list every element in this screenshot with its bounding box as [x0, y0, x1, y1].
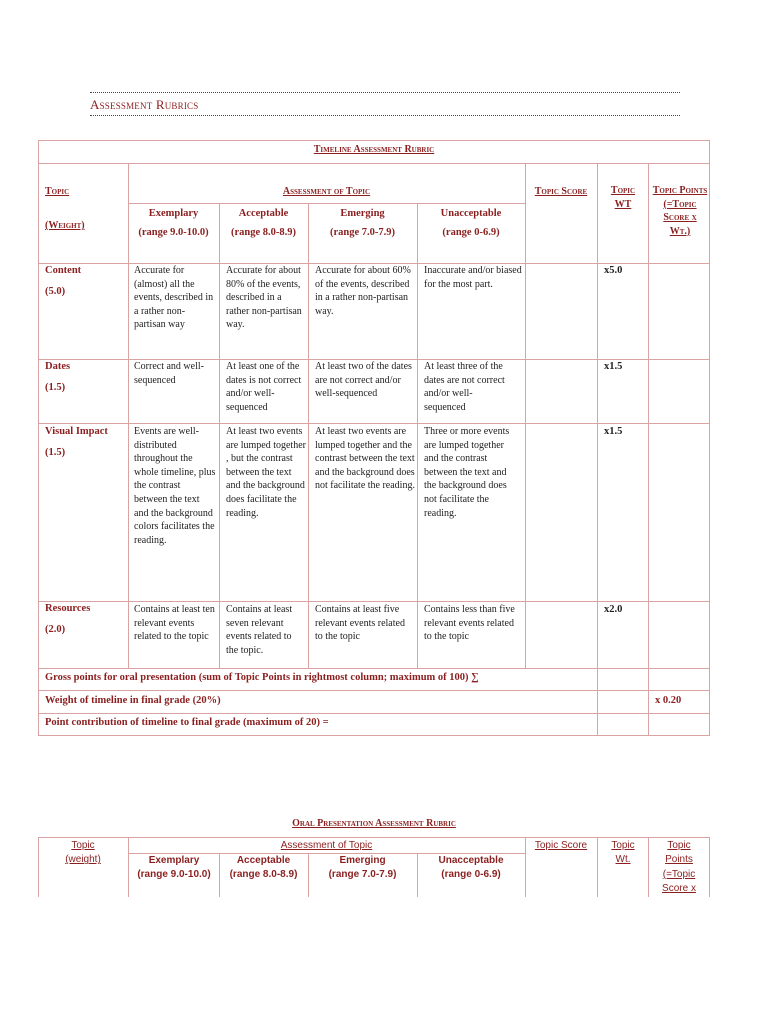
oral-level-exemplary [130, 854, 218, 883]
oral-header-topic-label: Topic [71, 840, 95, 851]
row-resources-emerging: Contains at least five relevant events related to the topic [315, 604, 405, 643]
header-topic: Topic [45, 186, 70, 197]
grid-line [648, 163, 649, 736]
level-range: (range 0-6.9) [441, 869, 501, 881]
topic-weight: (1.5) [45, 382, 66, 393]
row-dates-wt: x1.5 [604, 361, 623, 372]
weight-label: Weight of timeline in final grade (20%) [45, 695, 221, 706]
grid-line [597, 837, 598, 897]
row-visual-impact-wt: x1.5 [604, 426, 623, 437]
grid-line [128, 163, 129, 668]
header-topic-score: Topic Score [534, 186, 588, 197]
oral-level-unacceptable [418, 854, 524, 883]
row-visual-impact-acceptable: At least two events are lumped together , but the contrast between the text and the background does facilitate the reading. [226, 426, 306, 519]
row-visual-impact-unacceptable: Three or more events are lumped together and the contrast between the text and the background does not facilitate the reading. [424, 426, 510, 519]
grid-line [38, 668, 710, 669]
level-exemplary [132, 204, 215, 241]
level-name: Acceptable [238, 208, 289, 219]
row-dates-acceptable: At least one of the dates is not correct and/or well-sequenced [226, 361, 302, 413]
grid-line [597, 163, 598, 736]
grid-line [38, 423, 710, 424]
grid-line [525, 163, 526, 668]
row-content-unacceptable: Inaccurate and/or biased for the most part. [424, 265, 522, 290]
weight-value: x 0.20 [655, 695, 682, 706]
row-content-wt: x5.0 [604, 265, 623, 276]
header-topic-wt: Topic WT [610, 185, 636, 210]
level-range: (range 9.0-10.0) [137, 869, 211, 881]
level-name: Exemplary [148, 208, 199, 219]
row-visual-impact-emerging: At least two events are lumped together and the contrast between the text and the background does not facilitate the reading. [315, 426, 415, 492]
oral-header-weight-label: (weight) [65, 854, 101, 866]
contribution-label: Point contribution of timeline to final grade (maximum of 20) = [45, 717, 329, 728]
grid-line [38, 713, 710, 714]
timeline-rubric-title: Timeline Assessment Rubric [313, 144, 435, 155]
oral-header-topic-score: Topic Score [534, 840, 588, 851]
topic-name: Content [45, 265, 82, 276]
row-content-acceptable: Accurate for about 80% of the events, described in a rather non-partisan way. [226, 265, 302, 331]
grid-line [648, 837, 649, 897]
level-acceptable [223, 204, 304, 241]
level-name: Emerging [340, 208, 385, 219]
level-range: (range 7.0-7.9) [329, 227, 396, 238]
row-dates-topic [45, 356, 125, 398]
grid-line [417, 203, 418, 668]
row-visual-impact-topic [45, 421, 127, 463]
topic-weight: (5.0) [45, 286, 66, 297]
grid-line [38, 163, 710, 164]
row-content-topic [45, 260, 125, 302]
row-dates-unacceptable: At least three of the dates are not correct and/or well-sequenced [424, 361, 505, 413]
topic-name: Visual Impact [45, 426, 108, 437]
oral-header-topic-wt: Topic Wt. [611, 840, 635, 866]
page-heading: Assessment Rubrics [90, 97, 199, 112]
level-range: (range 0-6.9) [442, 227, 500, 238]
level-name: Acceptable [236, 855, 291, 866]
row-content-emerging: Accurate for about 60% of the events, described in a rather non-partisan way. [315, 265, 411, 317]
topic-weight: (2.0) [45, 624, 66, 635]
level-range: (range 9.0-10.0) [138, 227, 209, 238]
row-resources-exemplary: Contains at least ten relevant events related to the topic [134, 604, 215, 643]
header-topic-points: Topic Points (=Topic Score x Wt.) [652, 185, 708, 237]
grid-line [525, 837, 526, 897]
row-resources-wt: x2.0 [604, 604, 623, 615]
level-name: Exemplary [148, 855, 200, 866]
level-name: Emerging [339, 855, 386, 866]
level-range: (range 8.0-8.9) [229, 869, 298, 881]
grid-line [38, 601, 710, 602]
row-resources-acceptable: Contains at least seven relevant events related to the topic. [226, 604, 293, 656]
row-resources-unacceptable: Contains less than five relevant events related to the topic [424, 604, 515, 643]
grid-line [308, 203, 309, 668]
level-name: Unacceptable [440, 208, 502, 219]
row-dates-emerging: At least two of the dates are not correct and/or well-sequenced [315, 361, 412, 400]
oral-header-topic [40, 839, 126, 868]
oral-level-acceptable [220, 854, 307, 883]
level-name: Unacceptable [438, 855, 504, 866]
heading-top-rule [90, 92, 680, 93]
oral-rubric-title: Oral Presentation Assessment Rubric [292, 818, 456, 829]
header-assessment: Assessment of Topic [282, 186, 371, 197]
row-dates-exemplary: Correct and well-sequenced [134, 361, 204, 386]
gross-points-label: Gross points for oral presentation (sum of Topic Points in rightmost column; maximum of 100) ∑ [45, 672, 479, 683]
row-visual-impact-exemplary: Events are well-distributed throughout the whole timeline, plus the contrast between the text and the background colors facilitates the reading. [134, 426, 216, 546]
level-range: (range 8.0-8.9) [230, 227, 297, 238]
level-range: (range 7.0-7.9) [328, 869, 397, 881]
level-emerging [312, 204, 413, 241]
grid-line [219, 203, 220, 668]
heading-bottom-rule [90, 115, 680, 116]
oral-header-topic-points: Topic Points (=Topic Score x [662, 840, 696, 895]
header-weight: (Weight) [45, 220, 85, 231]
oral-level-emerging [309, 854, 416, 883]
topic-name: Resources [45, 603, 91, 614]
row-resources-topic [45, 598, 125, 640]
level-unacceptable [421, 204, 521, 241]
oral-header-assessment: Assessment of Topic [280, 840, 373, 851]
grid-line [38, 690, 710, 691]
row-content-exemplary: Accurate for (almost) all the events, described in a rather non-partisan way [134, 265, 214, 331]
topic-weight: (1.5) [45, 447, 66, 458]
topic-name: Dates [45, 361, 71, 372]
